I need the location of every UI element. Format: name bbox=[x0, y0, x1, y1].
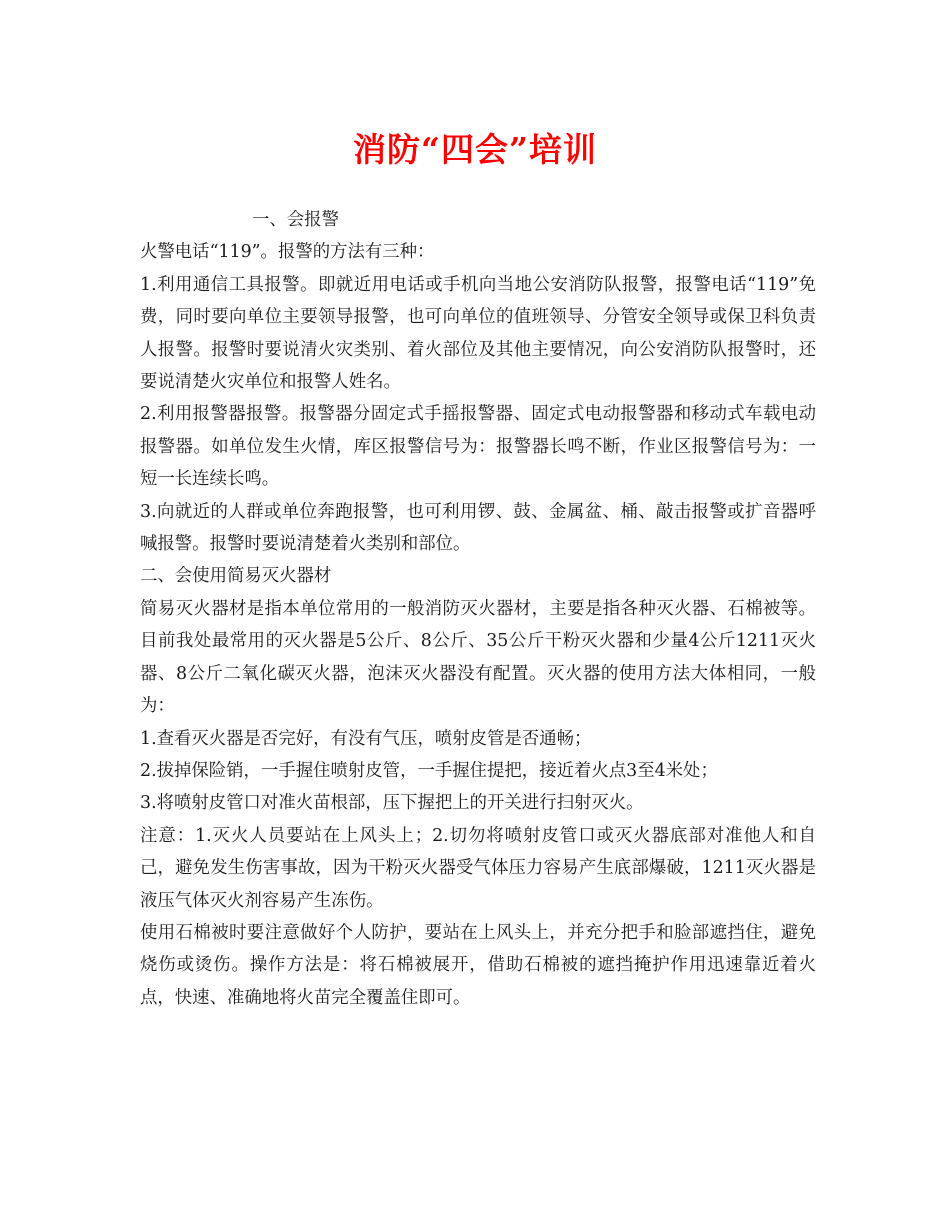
paragraph-step-1: 1.查看灭火器是否完好，有没有气压，喷射皮管是否通畅； bbox=[140, 728, 592, 749]
paragraph-step-3: 3.将喷射皮管口对准火苗根部，压下握把上的开关进行扫射灭火。 bbox=[140, 793, 644, 814]
paragraph-step-2: 2.拔掉保险销，一手握住喷射皮管，一手握住提把，接近着火点3至4米处； bbox=[140, 760, 718, 781]
document-body bbox=[140, 204, 816, 1014]
paragraph-asbestos-blanket: 使用石棉被时要注意做好个人防护，要站在上风头上，并充分把手和脸部遮挡住，避免烧伤或烫伤。操作方法是：将石棉被展开，借助石棉被的遮挡掩护作用迅速靠近着火点，快速、准确地将火苗完全覆盖住即可。 bbox=[140, 922, 816, 1008]
section-heading-1: 一、会报警 bbox=[252, 210, 339, 230]
paragraph-equipment-intro: 简易灭火器材是指本单位常用的一般消防灭火器材，主要是指各种灭火器、石棉被等。目前我处最常用的灭火器是5公斤、8公斤、35公斤干粉灭火器和少量4公斤1211灭火器、8公斤二氧化碳灭火器，泡沫灭火器没有配置。灭火器的使用方法大体相同，一般为： bbox=[140, 598, 816, 717]
paragraph-method-1: 1.利用通信工具报警。即就近用电话或手机向当地公安消防队报警，报警电话“119”免费，同时要向单位主要领导报警，也可向单位的值班领导、分管安全领导或保卫科负责人报警。报警时要说清火灾类别、着火部位及其他主要情况，向公安消防队报警时，还要说清楚火灾单位和报警人姓名。 bbox=[140, 274, 816, 393]
paragraph-fire-phone: 火警电话“119”。报警的方法有三种： bbox=[140, 242, 435, 263]
section-heading-2: 二、会使用简易灭火器材 bbox=[140, 566, 332, 587]
paragraph-caution: 注意：1.灭火人员要站在上风头上；2.切勿将喷射皮管口或灭火器底部对准他人和自己，避免发生伤害事故，因为干粉灭火器受气体压力容易产生底部爆破，1211灭火器是液压气体灭火剂容易产生冻伤。 bbox=[140, 825, 816, 911]
paragraph-method-3: 3.向就近的人群或单位奔跑报警，也可利用锣、鼓、金属盆、桶、敲击报警或扩音器呼喊报警。报警时要说清楚着火类别和部位。 bbox=[140, 501, 816, 555]
page-title: 消防“四会”培训 bbox=[353, 130, 597, 169]
paragraph-method-2: 2.利用报警器报警。报警器分固定式手摇报警器、固定式电动报警器和移动式车载电动报警器。如单位发生火情，库区报警信号为：报警器长鸣不断，作业区报警信号为：一短一长连续长鸣。 bbox=[140, 404, 816, 490]
